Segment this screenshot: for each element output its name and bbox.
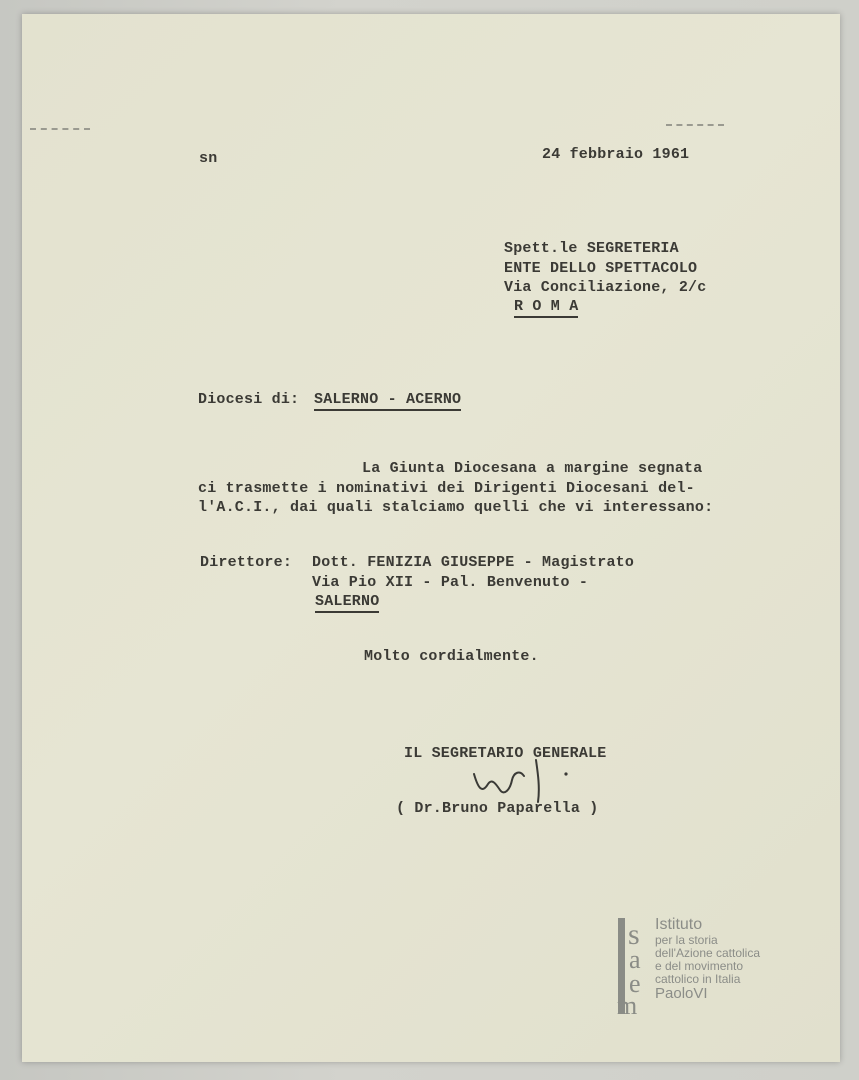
institute-line-6: PaoloVI: [655, 985, 708, 1002]
director-city-text: SALERNO: [315, 593, 380, 610]
letter-page: [22, 14, 840, 1062]
signature-name: ( Dr.Bruno Paparella ): [396, 800, 599, 817]
reference-initials: sn: [199, 150, 218, 167]
diocese-label: Diocesi di:: [198, 391, 300, 408]
director-label: Direttore:: [200, 554, 293, 571]
signature-title: IL SEGRETARIO GENERALE: [404, 745, 607, 762]
margin-mark-left: [30, 128, 90, 130]
institute-line-5: cattolico in Italia: [655, 972, 741, 986]
svg-text:m: m: [617, 991, 638, 1016]
letter-date: 24 febbraio 1961: [542, 146, 690, 163]
institute-name: [655, 916, 785, 1002]
diocese-name-text: SALERNO - ACERNO: [314, 391, 462, 408]
institute-line-4: e del movimento: [655, 959, 744, 973]
handwritten-signature: [452, 754, 592, 814]
margin-mark-right: [666, 124, 724, 126]
address-line-3: Via Conciliazione, 2/c: [504, 279, 707, 296]
address-city: [514, 298, 578, 318]
svg-text:e: e: [629, 969, 641, 998]
body-line-2: ci trasmette i nominativi dei Dirigenti Diocesani del-: [198, 480, 695, 497]
address-line-1: Spett.le SEGRETERIA: [504, 240, 679, 257]
address-city-text: R O M A: [514, 298, 579, 315]
svg-text:a: a: [629, 945, 641, 974]
institute-line-2: per la storia: [655, 933, 718, 947]
diocese-name: [314, 391, 461, 411]
director-line-2: Via Pio XII - Pal. Benvenuto -: [312, 574, 589, 591]
institute-watermark: [615, 916, 775, 1016]
director-city: [315, 593, 379, 613]
body-line-1: La Giunta Diocesana a margine segnata: [362, 460, 703, 477]
address-line-2: ENTE DELLO SPETTACOLO: [504, 260, 698, 277]
svg-text:s: s: [628, 918, 640, 951]
institute-line-3: dell'Azione cattolica: [655, 946, 761, 960]
isacem-logo-icon: [615, 916, 651, 1016]
body-line-3: l'A.C.I., dai quali stalciamo quelli che vi interessano:: [198, 499, 714, 516]
closing-line: Molto cordialmente.: [364, 648, 539, 665]
director-line-1: Dott. FENIZIA GIUSEPPE - Magistrato: [312, 554, 635, 571]
institute-line-1: Istituto: [655, 916, 703, 933]
